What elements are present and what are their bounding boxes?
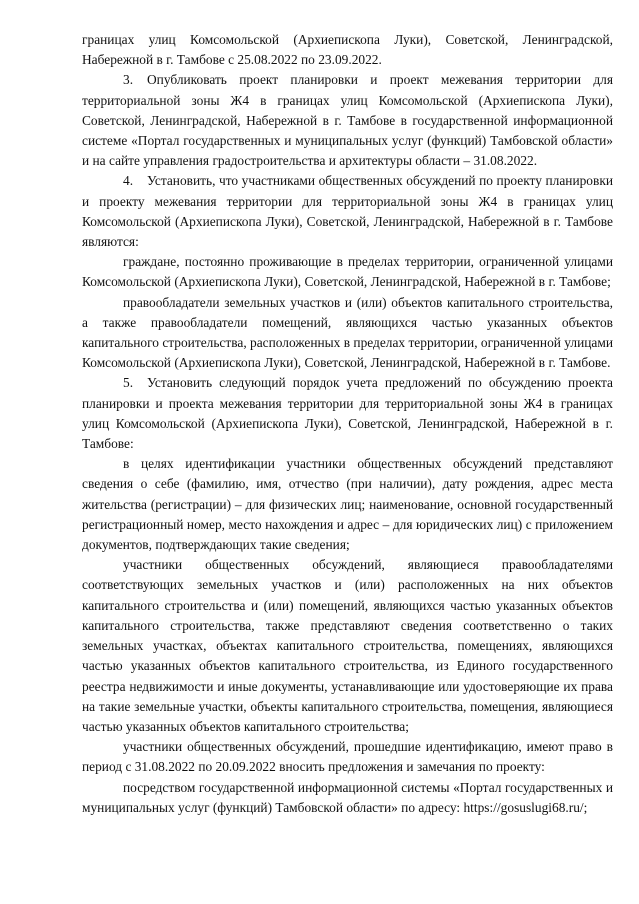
paragraph-text: Опубликовать проект планировки и проект межевания территории для территориальной зоны Ж4 в границах улиц Комсомольской (Архиепископа Луки), Советской, Ленинградской, Набережной в г. Тамбове в государственной информационной системе «Портал государственных и муниципальных услуг (функций) Тамбовской области» и на сайте управления градостроительства и архитектуры области – 31.08.2022. (82, 72, 613, 169)
paragraph-text: Установить, что участниками общественных обсуждений по проекту планировки и проекту межевания территории для территориальной зоны Ж4 в границах улиц Комсомольской (Архиепископа Луки), Советской, Ленинградской, Набережной в г. Тамбове являются: (82, 173, 613, 250)
item-number: 4. (123, 173, 134, 189)
paragraph-item-5 (82, 373, 613, 454)
paragraph-continuation: границах улиц Комсомольской (Архиепископа Луки), Советской, Ленинградской, Набережной в г. Тамбове с 25.08.2022 по 23.09.2022. (82, 32, 613, 68)
paragraph-item-4 (82, 171, 613, 252)
item-number: 3. (123, 72, 134, 88)
paragraph-item-3 (82, 70, 613, 171)
item-number: 5. (123, 375, 134, 391)
paragraph-text: Установить следующий порядок учета предложений по обсуждению проекта планировки и проекта межевания территории для территориальной зоны Ж4 в границах улиц Комсомольской (Архиепископа Луки), Советской, Ленинградской, Набережной в г. Тамбове: (82, 375, 613, 452)
paragraph-rights-holders: правообладатели земельных участков и (или) объектов капитального строительства, а также правообладатели помещений, являющихся частью указанных объектов капитального строительства, расположенных в пределах территории, ограниченной улицами Комсомольской (Архиепископа Луки), Советской, Ленинградской, Набережной в г. Тамбове. (82, 294, 613, 371)
paragraph-identification: в целях идентификации участники общественных обсуждений представляют сведения о себе (фамилию, имя, отчество (при наличии), дату рождения, адрес места жительства (регистрации) – для физических лиц; наименование, основной государственный регистрационный номер, место нахождения и адрес – для юридических лиц) с приложением документов, подтверждающих такие сведения; (82, 456, 613, 553)
paragraph-citizens: граждане, постоянно проживающие в пределах территории, ограниченной улицами Комсомольской (Архиепископа Луки), Советской, Ленинградской, Набережной в г. Тамбове; (82, 254, 613, 290)
paragraph-rights-documents: участники общественных обсуждений, являющиеся правообладателями соответствующих земельных участков и (или) расположенных на них объектов капитального строительства и (или) помещений, являющихся частью указанных объектов капитального строительства, также представляют сведения соответственно о таких земельных участках, объектах капитального строительства, помещениях, являющихся частью указанных объектов капитального строительства, из Единого государственного реестра недвижимости и иные документы, устанавливающие или удостоверяющие их права на такие земельные участки, объекты капитального строительства, помещения, являющиеся частью указанных объектов капитального строительства; (82, 557, 613, 734)
paragraph-proposal-period: участники общественных обсуждений, прошедшие идентификацию, имеют право в период с 31.08.2022 по 20.09.2022 вносить предложения и замечания по проекту: (82, 739, 613, 775)
paragraph-portal-address: посредством государственной информационной системы «Портал государственных и муниципальных услуг (функций) Тамбовской области» по адресу: https://gosuslugi68.ru/; (82, 779, 613, 815)
